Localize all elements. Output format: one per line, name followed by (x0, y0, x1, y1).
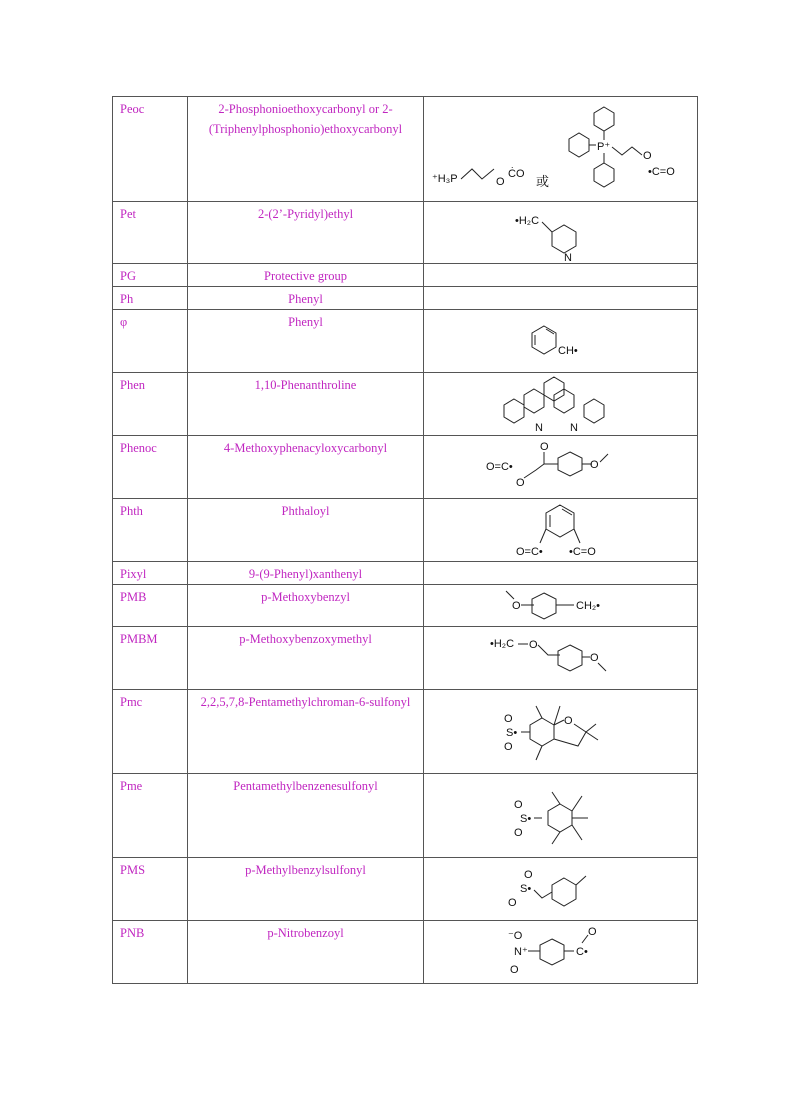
name-cell: 4-Methoxyphenacyloxycarbonyl (188, 436, 424, 499)
abbr-cell: PMS (113, 858, 188, 921)
svg-text:CH•: CH• (558, 345, 578, 357)
table-row (113, 562, 698, 585)
abbr-cell: PG (113, 264, 188, 287)
abbr-cell: Pme (113, 774, 188, 858)
table-row (113, 774, 698, 858)
svg-text:O: O (514, 827, 523, 839)
structure-cell (424, 202, 698, 264)
name-cell: Pentamethylbenzenesulfonyl (188, 774, 424, 858)
table-row (113, 287, 698, 310)
structure-cell (424, 921, 698, 984)
phenanthroline-structure-icon (424, 373, 697, 435)
pnb-structure-icon (424, 921, 697, 983)
svg-text:O: O (496, 176, 505, 188)
abbr-cell: PNB (113, 921, 188, 984)
table-row (113, 585, 698, 627)
pme-structure-icon (424, 774, 697, 857)
structure-cell (424, 858, 698, 921)
name-cell: p-Methoxybenzyl (188, 585, 424, 627)
table-row (113, 202, 698, 264)
table-row (113, 690, 698, 774)
name-cell: p-Nitrobenzoyl (188, 921, 424, 984)
table-row (113, 310, 698, 373)
svg-text:O: O (529, 639, 538, 651)
abbreviation-table (112, 96, 698, 984)
name-cell: 2-Phosphonioethoxycarbonyl or 2-(Triphenylphosphonio)ethoxycarbonyl (188, 97, 424, 202)
name-cell: 1,10-Phenanthroline (188, 373, 424, 436)
peoc-structure-icon (424, 97, 697, 201)
structure-cell (424, 310, 698, 373)
structure-cell (424, 499, 698, 562)
name-cell: Phenyl (188, 287, 424, 310)
svg-text:ĊO: ĊO (508, 168, 525, 180)
svg-text:P⁺: P⁺ (597, 141, 611, 153)
abbr-cell: Pmc (113, 690, 188, 774)
pms-structure-icon (424, 858, 697, 920)
svg-text:N⁺: N⁺ (514, 946, 528, 958)
structure-cell (424, 373, 698, 436)
structure-cell (424, 97, 698, 202)
table-row (113, 921, 698, 984)
svg-text:⁺H₃P: ⁺H₃P (432, 173, 458, 185)
svg-text:S•: S• (520, 813, 532, 825)
table-row (113, 373, 698, 436)
pmb-structure-icon (424, 585, 697, 626)
svg-text:O: O (512, 600, 521, 612)
svg-text:N: N (570, 422, 578, 434)
svg-text:CH₂•: CH₂• (576, 600, 601, 612)
abbr-cell: Pet (113, 202, 188, 264)
svg-text:C•: C• (576, 946, 588, 958)
nitrogen-label: N (564, 252, 572, 263)
structure-cell (424, 690, 698, 774)
svg-text:O: O (504, 713, 513, 725)
phenoc-structure-icon (424, 436, 697, 498)
name-cell: p-Methoxybenzoxymethyl (188, 627, 424, 690)
svg-text:S•: S• (520, 883, 532, 895)
name-cell: 9-(9-Phenyl)xanthenyl (188, 562, 424, 585)
svg-text:N: N (535, 422, 543, 434)
name-cell: 2-(2’-Pyridyl)ethyl (188, 202, 424, 264)
abbr-cell: PMB (113, 585, 188, 627)
name-cell: 2,2,5,7,8-Pentamethylchroman-6-sulfonyl (188, 690, 424, 774)
abbr-cell: Phen (113, 373, 188, 436)
svg-text:O: O (516, 477, 525, 489)
name-cell: Phenyl (188, 310, 424, 373)
svg-text:•H₂C: •H₂C (490, 638, 515, 650)
table-row (113, 627, 698, 690)
abbr-cell: Pixyl (113, 562, 188, 585)
table-row (113, 436, 698, 499)
svg-text:或: 或 (536, 174, 550, 189)
svg-text:O: O (564, 715, 573, 727)
svg-text:O: O (508, 897, 517, 909)
pmc-structure-icon (424, 690, 697, 773)
structure-cell (424, 585, 698, 627)
svg-text:O: O (590, 652, 599, 664)
name-cell: p-Methylbenzylsulfonyl (188, 858, 424, 921)
name-cell: Protective group (188, 264, 424, 287)
svg-text:O: O (588, 926, 597, 938)
svg-text:O: O (540, 441, 549, 453)
svg-text:•C=O: •C=O (648, 166, 675, 178)
svg-text:⁻O: ⁻O (508, 930, 523, 942)
abbr-cell: Phenoc (113, 436, 188, 499)
pmbm-structure-icon (424, 627, 697, 689)
svg-text:O: O (524, 869, 533, 881)
structure-cell (424, 627, 698, 690)
svg-text:O: O (590, 459, 599, 471)
svg-text:O=C•: O=C• (516, 546, 543, 558)
table-row (113, 97, 698, 202)
table-row (113, 264, 698, 287)
svg-text:O: O (510, 964, 519, 976)
svg-text:O: O (643, 150, 652, 162)
abbr-cell: Peoc (113, 97, 188, 202)
structure-cell (424, 562, 698, 585)
structure-cell (424, 264, 698, 287)
svg-text:O: O (504, 741, 513, 753)
name-cell: Phthaloyl (188, 499, 424, 562)
table-row (113, 858, 698, 921)
structure-cell (424, 774, 698, 858)
abbr-cell: φ (113, 310, 188, 373)
table-row (113, 499, 698, 562)
abbr-cell: PMBM (113, 627, 188, 690)
structure-cell (424, 287, 698, 310)
svg-text:•H₂C: •H₂C (515, 215, 540, 227)
phenyl-structure-icon (424, 310, 697, 372)
abbr-cell: Phth (113, 499, 188, 562)
svg-text:O: O (514, 799, 523, 811)
pet-structure-icon (424, 202, 697, 263)
svg-text:S•: S• (506, 727, 518, 739)
svg-text:•C=O: •C=O (569, 546, 596, 558)
abbr-cell: Ph (113, 287, 188, 310)
phthaloyl-structure-icon (424, 499, 697, 561)
structure-cell (424, 436, 698, 499)
svg-text:O=C•: O=C• (486, 461, 513, 473)
